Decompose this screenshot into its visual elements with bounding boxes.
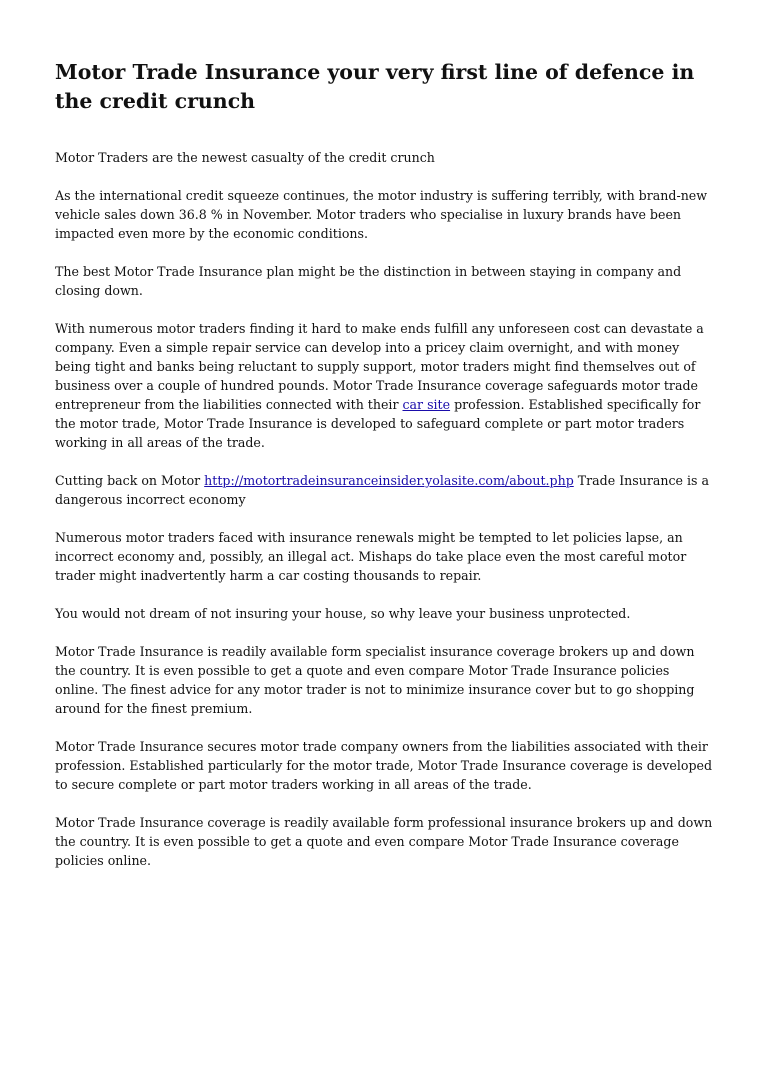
paragraph-text: Trade Insurance is a dangerous incorrect economy — [55, 473, 710, 507]
paragraph-available: Motor Trade Insurance coverage is readily available form professional insurance brokers up and down the country. It is even possible to get a quote and even compare Motor Trade Insurance coverage policies online. — [55, 815, 713, 868]
paragraph-house: You would not dream of not insuring your house, so why leave your business unprotected. — [55, 606, 631, 621]
paragraph-text: Cutting back on Motor — [55, 473, 205, 488]
car-site-link[interactable]: car site — [402, 397, 451, 412]
about-page-link[interactable]: http://motortradeinsuranceinsider.yolasite.com/about.php — [204, 473, 574, 488]
paragraph-text: With numerous motor traders finding it hard to make ends fulfill any unforeseen cost can devastate a company. Even a simple repair service can develop into a pricey claim overnight, and with money being tight and banks being reluctant to supply support, motor traders might find themselves out of business over a couple of hundred pounds. Motor Trade Insurance coverage safeguards motor trade entrepreneur from the liabilities connected with their — [55, 321, 704, 412]
paragraph-brokers: Motor Trade Insurance is readily available form specialist insurance coverage brokers up and down the country. It is even possible to get a quote and even compare Motor Trade Insurance policies online. The finest advice for any motor trader is not to minimize insurance cover but to go shopping around for the finest premium. — [55, 644, 695, 716]
paragraph-text: profession. Established specifically for the motor trade, Motor Trade Insurance is developed to safeguard complete or part motor traders working in all areas of the trade. — [55, 397, 701, 450]
paragraph-best-plan: The best Motor Trade Insurance plan might be the distinction in between staying in company and closing down. — [55, 264, 682, 298]
paragraph-cutting-back — [55, 471, 715, 509]
paragraph-renewals: Numerous motor traders faced with insurance renewals might be tempted to let policies lapse, an incorrect economy and, possibly, an illegal act. Mishaps do take place even the most careful motor trader might inadvertently harm a car costing thousands to repair. — [55, 530, 687, 583]
paragraph-unforeseen-cost — [55, 319, 715, 452]
document-title: Motor Trade Insurance your very first line of defence in the credit crunch — [55, 60, 695, 113]
paragraph-secures: Motor Trade Insurance secures motor trade company owners from the liabilities associated with their profession. Established particularly for the motor trade, Motor Trade Insurance coverage is developed to secure complete or part motor traders working in all areas of the trade. — [55, 739, 713, 792]
document-page — [55, 58, 715, 889]
paragraph-credit-squeeze: As the international credit squeeze continues, the motor industry is suffering terribly, with brand-new vehicle sales down 36.8 % in November. Motor traders who specialise in luxury brands have been impacted even more by the economic conditions. — [55, 188, 708, 241]
paragraph-intro: Motor Traders are the newest casualty of the credit crunch — [55, 150, 435, 165]
